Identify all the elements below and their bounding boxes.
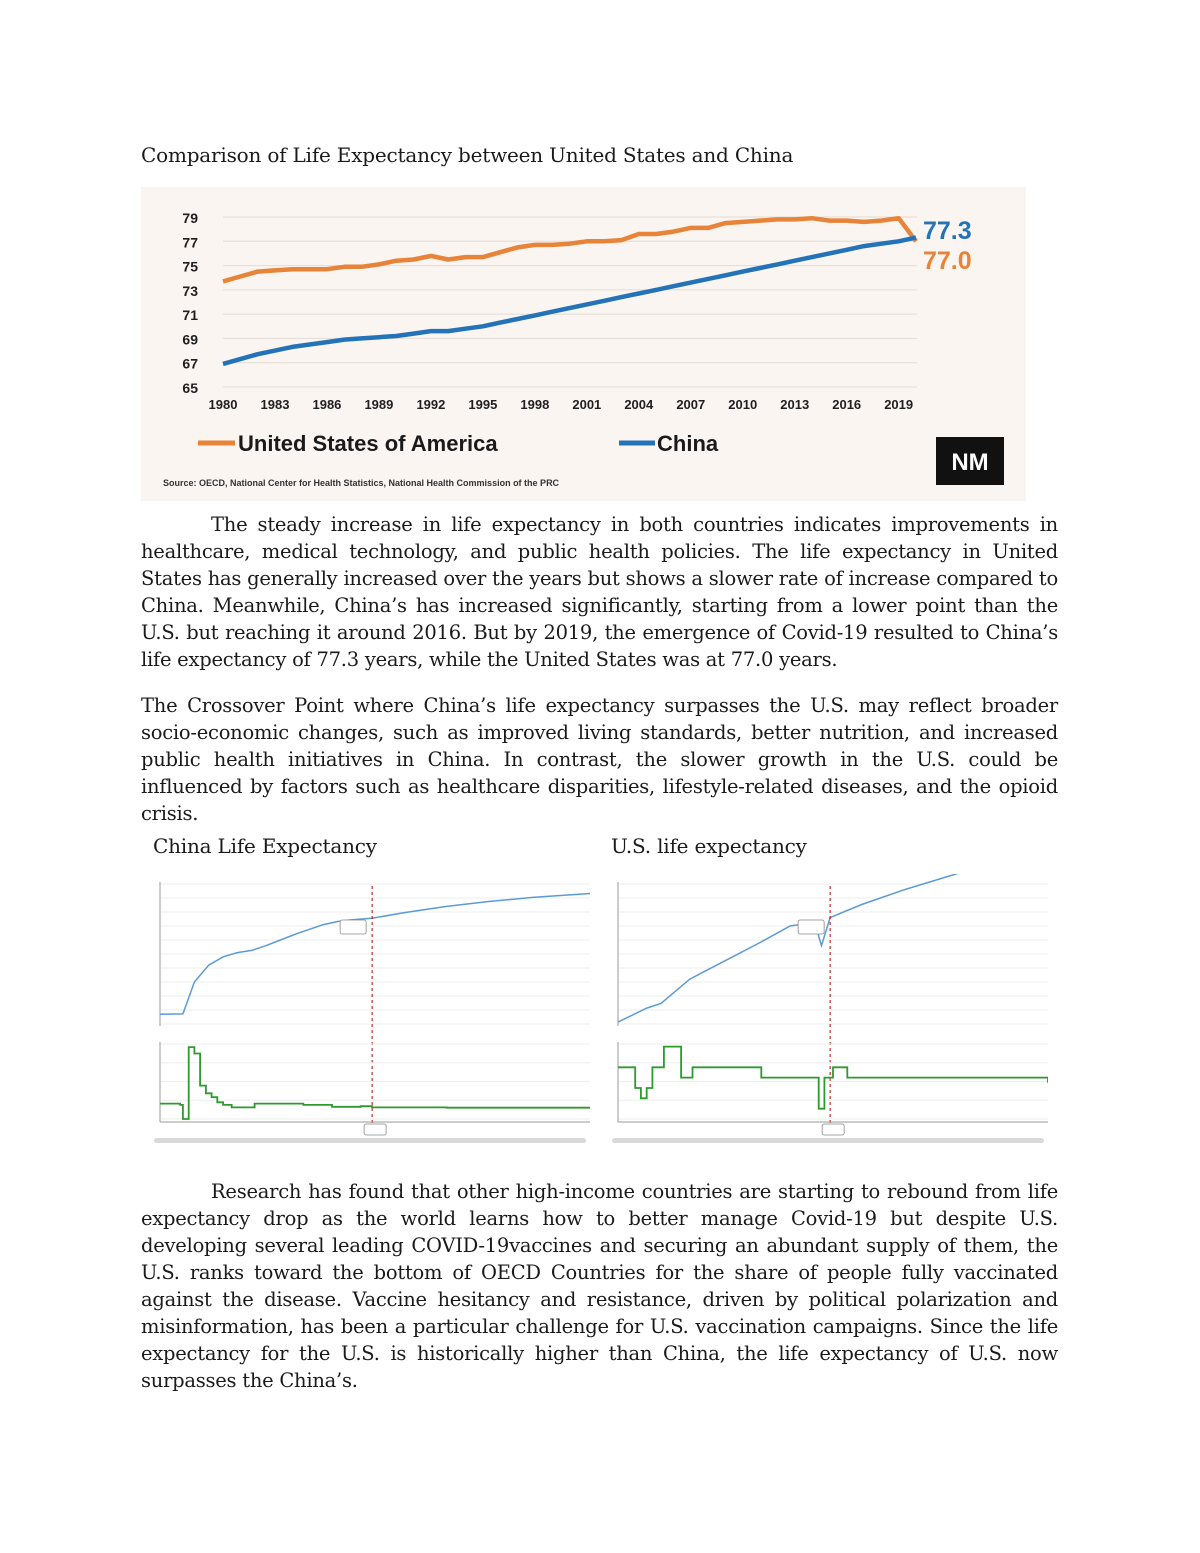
china-scrollbar[interactable] <box>154 1138 586 1143</box>
x-tick-label: 1986 <box>312 397 342 412</box>
china-value-tooltip <box>340 920 366 934</box>
x-tick-label: 2016 <box>832 397 862 412</box>
china-life-expectancy-chart <box>150 874 590 1146</box>
x-tick-label: 2004 <box>624 397 654 412</box>
y-tick-label: 67 <box>182 355 198 372</box>
legend-us-label: United States of America <box>238 431 498 456</box>
paragraph-2: The Crossover Point where China’s life expectancy surpasses the U.S. may reflect broader socio-economic changes, such as improved living standards, better nutrition, and increased public health initiatives in China. In contrast, the slower growth in the U.S. could be influenced by factors such as healthcare disparities, lifestyle-related diseases, and the opioid crisis. <box>141 694 1058 825</box>
x-tick-label: 1980 <box>208 397 238 412</box>
life-expectancy-comparison-chart <box>141 187 1026 501</box>
y-tick-label: 71 <box>182 307 198 324</box>
us-expectancy-line <box>618 874 1048 1022</box>
us-scrollbar[interactable] <box>612 1138 1044 1143</box>
x-tick-label: 2010 <box>728 397 758 412</box>
us-end-value: 77.0 <box>923 247 972 275</box>
page-heading: Comparison of Life Expectancy between United States and China <box>141 143 794 167</box>
svg-text:NM: NM <box>951 449 989 476</box>
y-tick-label: 65 <box>182 380 198 396</box>
us-year-tooltip <box>822 1124 844 1135</box>
y-tick-label: 79 <box>182 210 198 226</box>
us-life-expectancy-chart <box>608 874 1048 1146</box>
x-tick-label: 2019 <box>884 397 914 412</box>
china-end-value: 77.3 <box>923 217 972 245</box>
x-tick-label: 1992 <box>416 397 446 412</box>
us-annual-change-line <box>618 1047 1048 1109</box>
x-tick-label: 2007 <box>676 397 706 412</box>
legend-china-label: China <box>657 431 719 456</box>
x-tick-label: 2001 <box>572 397 602 412</box>
china-year-tooltip <box>364 1124 386 1135</box>
y-tick-label: 75 <box>182 258 198 275</box>
x-tick-label: 1989 <box>364 397 394 412</box>
x-tick-label: 1983 <box>260 397 290 412</box>
paragraph-1: The steady increase in life expectancy in both countries indicates improvements in healthcare, medical technology, and public health policies. The life expectancy in United States has generally increased over the years but shows a slower rate of increase compared to China. Meanwhile, China’s has increased significantly, starting from a lower point than the U.S. but reaching it around 2016. But by 2019, the emergence of Covid-19 resulted to China’s life expectancy of 77.3 years, while the United States was at 77.0 years. <box>141 513 1058 671</box>
china-annual-change-line <box>160 1047 590 1119</box>
paragraph-3: Research has found that other high-income countries are starting to rebound from life expectancy drop as the world learns how to better manage Covid-19 but despite U.S. developing several leading COVID-19vaccines and securing an abundant supply of them, the U.S. ranks toward the bottom of OECD Countries for the share of people fully vaccinated against the disease. Vaccine hesitancy and resistance, driven by political polarization and misinformation, has been a particular challenge for U.S. vaccination campaigns. Since the life expectancy for the U.S. is historically higher than China, the life expectancy of U.S. now surpasses the China’s. <box>141 1180 1058 1392</box>
y-tick-label: 77 <box>182 234 198 251</box>
chart-source: Source: OECD, National Center for Health Statistics, National Health Commission of the PRC <box>163 478 560 488</box>
y-tick-label: 69 <box>182 331 198 348</box>
logo-icon <box>936 437 1004 485</box>
x-tick-label: 2013 <box>780 397 810 412</box>
us-chart-title: U.S. life expectancy <box>611 834 807 858</box>
us-value-tooltip <box>798 920 824 934</box>
x-tick-label: 1995 <box>468 397 498 412</box>
x-tick-label: 1998 <box>520 397 550 412</box>
china-chart-title: China Life Expectancy <box>153 834 377 858</box>
y-tick-label: 73 <box>182 282 198 299</box>
